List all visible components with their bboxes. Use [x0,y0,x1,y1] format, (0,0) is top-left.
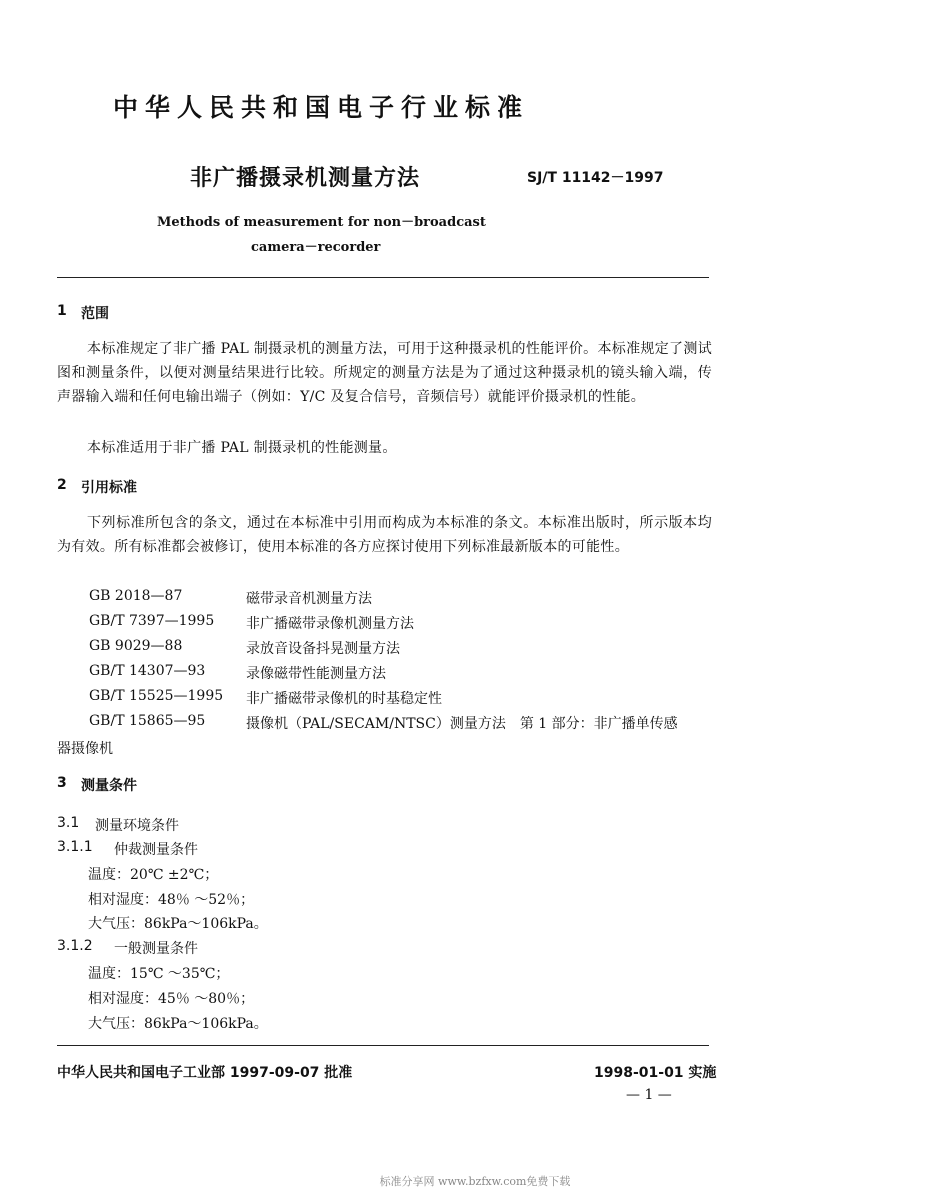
english-title-line2: camera－recorder [251,240,381,255]
condition-item: 大气压：86kPa～106kPa。 [88,916,268,932]
subsection-title: 一般测量条件 [114,941,198,957]
ref-name: 录像磁带性能测量方法 [246,666,386,682]
section-title-scope: 范围 [81,306,109,322]
ref-name: 摄像机（PAL/SECAM/NTSC）测量方法 第 1 部分：非广播单传感 [246,716,678,732]
subsection-number: 3.1.1 [57,839,93,855]
header-divider [57,277,709,278]
references-paragraph: 下列标准所包含的条文，通过在本标准中引用而构成为本标准的条文。本标准出版时，所示版本均为有效。所有标准都会被修订，使用本标准的各方应探讨使用下列标准最新版本的可能性。 [57,515,712,555]
ref-code: GB/T 7397—1995 [89,613,215,629]
ref-code: GB 2018—87 [89,588,183,604]
section-number: 2 [57,477,67,493]
ref-name: 非广播磁带录像机测量方法 [246,616,414,632]
section-title-conditions: 测量条件 [81,778,137,794]
ref-name: 非广播磁带录像机的时基稳定性 [246,691,442,707]
subsection-title: 仲裁测量条件 [114,842,198,858]
ref-code: GB/T 14307—93 [89,663,206,679]
condition-item: 相对湿度：45％ ～80％； [88,991,255,1007]
page-number: — 1 — [626,1087,672,1103]
ref-name: 磁带录音机测量方法 [246,591,372,607]
condition-item: 相对湿度：48％ ～52％； [88,892,255,908]
subsection-number: 3.1 [57,815,80,831]
ref-name-continuation: 器摄像机 [57,741,113,757]
ref-code: GB/T 15525—1995 [89,688,224,704]
english-title-line1: Methods of measurement for non－broadcast [157,215,486,230]
scope-applicability: 本标准适用于非广播 PAL 制摄录机的性能测量。 [87,440,397,456]
section-number: 3 [57,775,67,791]
standard-number: SJ/T 11142－1997 [527,170,664,186]
header-org-title: 中华人民共和国电子行业标准 [113,93,530,122]
document-title: 非广播摄录机测量方法 [190,166,421,191]
section-number: 1 [57,303,67,319]
watermark-text: 标准分享网 www.bzfxw.com免费下载 [379,1175,571,1188]
approval-line: 中华人民共和国电子工业部 1997-09-07 批准 [57,1065,353,1081]
condition-item: 温度：20℃ ±2℃； [88,867,219,883]
scope-paragraph: 本标准规定了非广播 PAL 制摄录机的测量方法，可用于这种摄录机的性能评价。本标准规定了测试图和测量条件，以便对测量结果进行比较。所规定的测量方法是为了通过这种摄录机的镜头输入端，传声器输入端和任何电输出端子（例如：Y/C 及复合信号，音频信号）就能评价摄录机的性能。 [57,341,712,405]
ref-code: GB/T 15865—95 [89,713,206,729]
condition-item: 大气压：86kPa～106kPa。 [88,1016,268,1032]
ref-code: GB 9029—88 [89,638,183,654]
effective-date: 1998-01-01 实施 [594,1065,717,1081]
section-title-references: 引用标准 [81,480,137,496]
ref-name: 录放音设备抖晃测量方法 [246,641,400,657]
footer-divider [57,1045,709,1046]
subsection-number: 3.1.2 [57,938,93,954]
subsection-title: 测量环境条件 [95,818,179,834]
condition-item: 温度：15℃ ～35℃； [88,966,230,982]
